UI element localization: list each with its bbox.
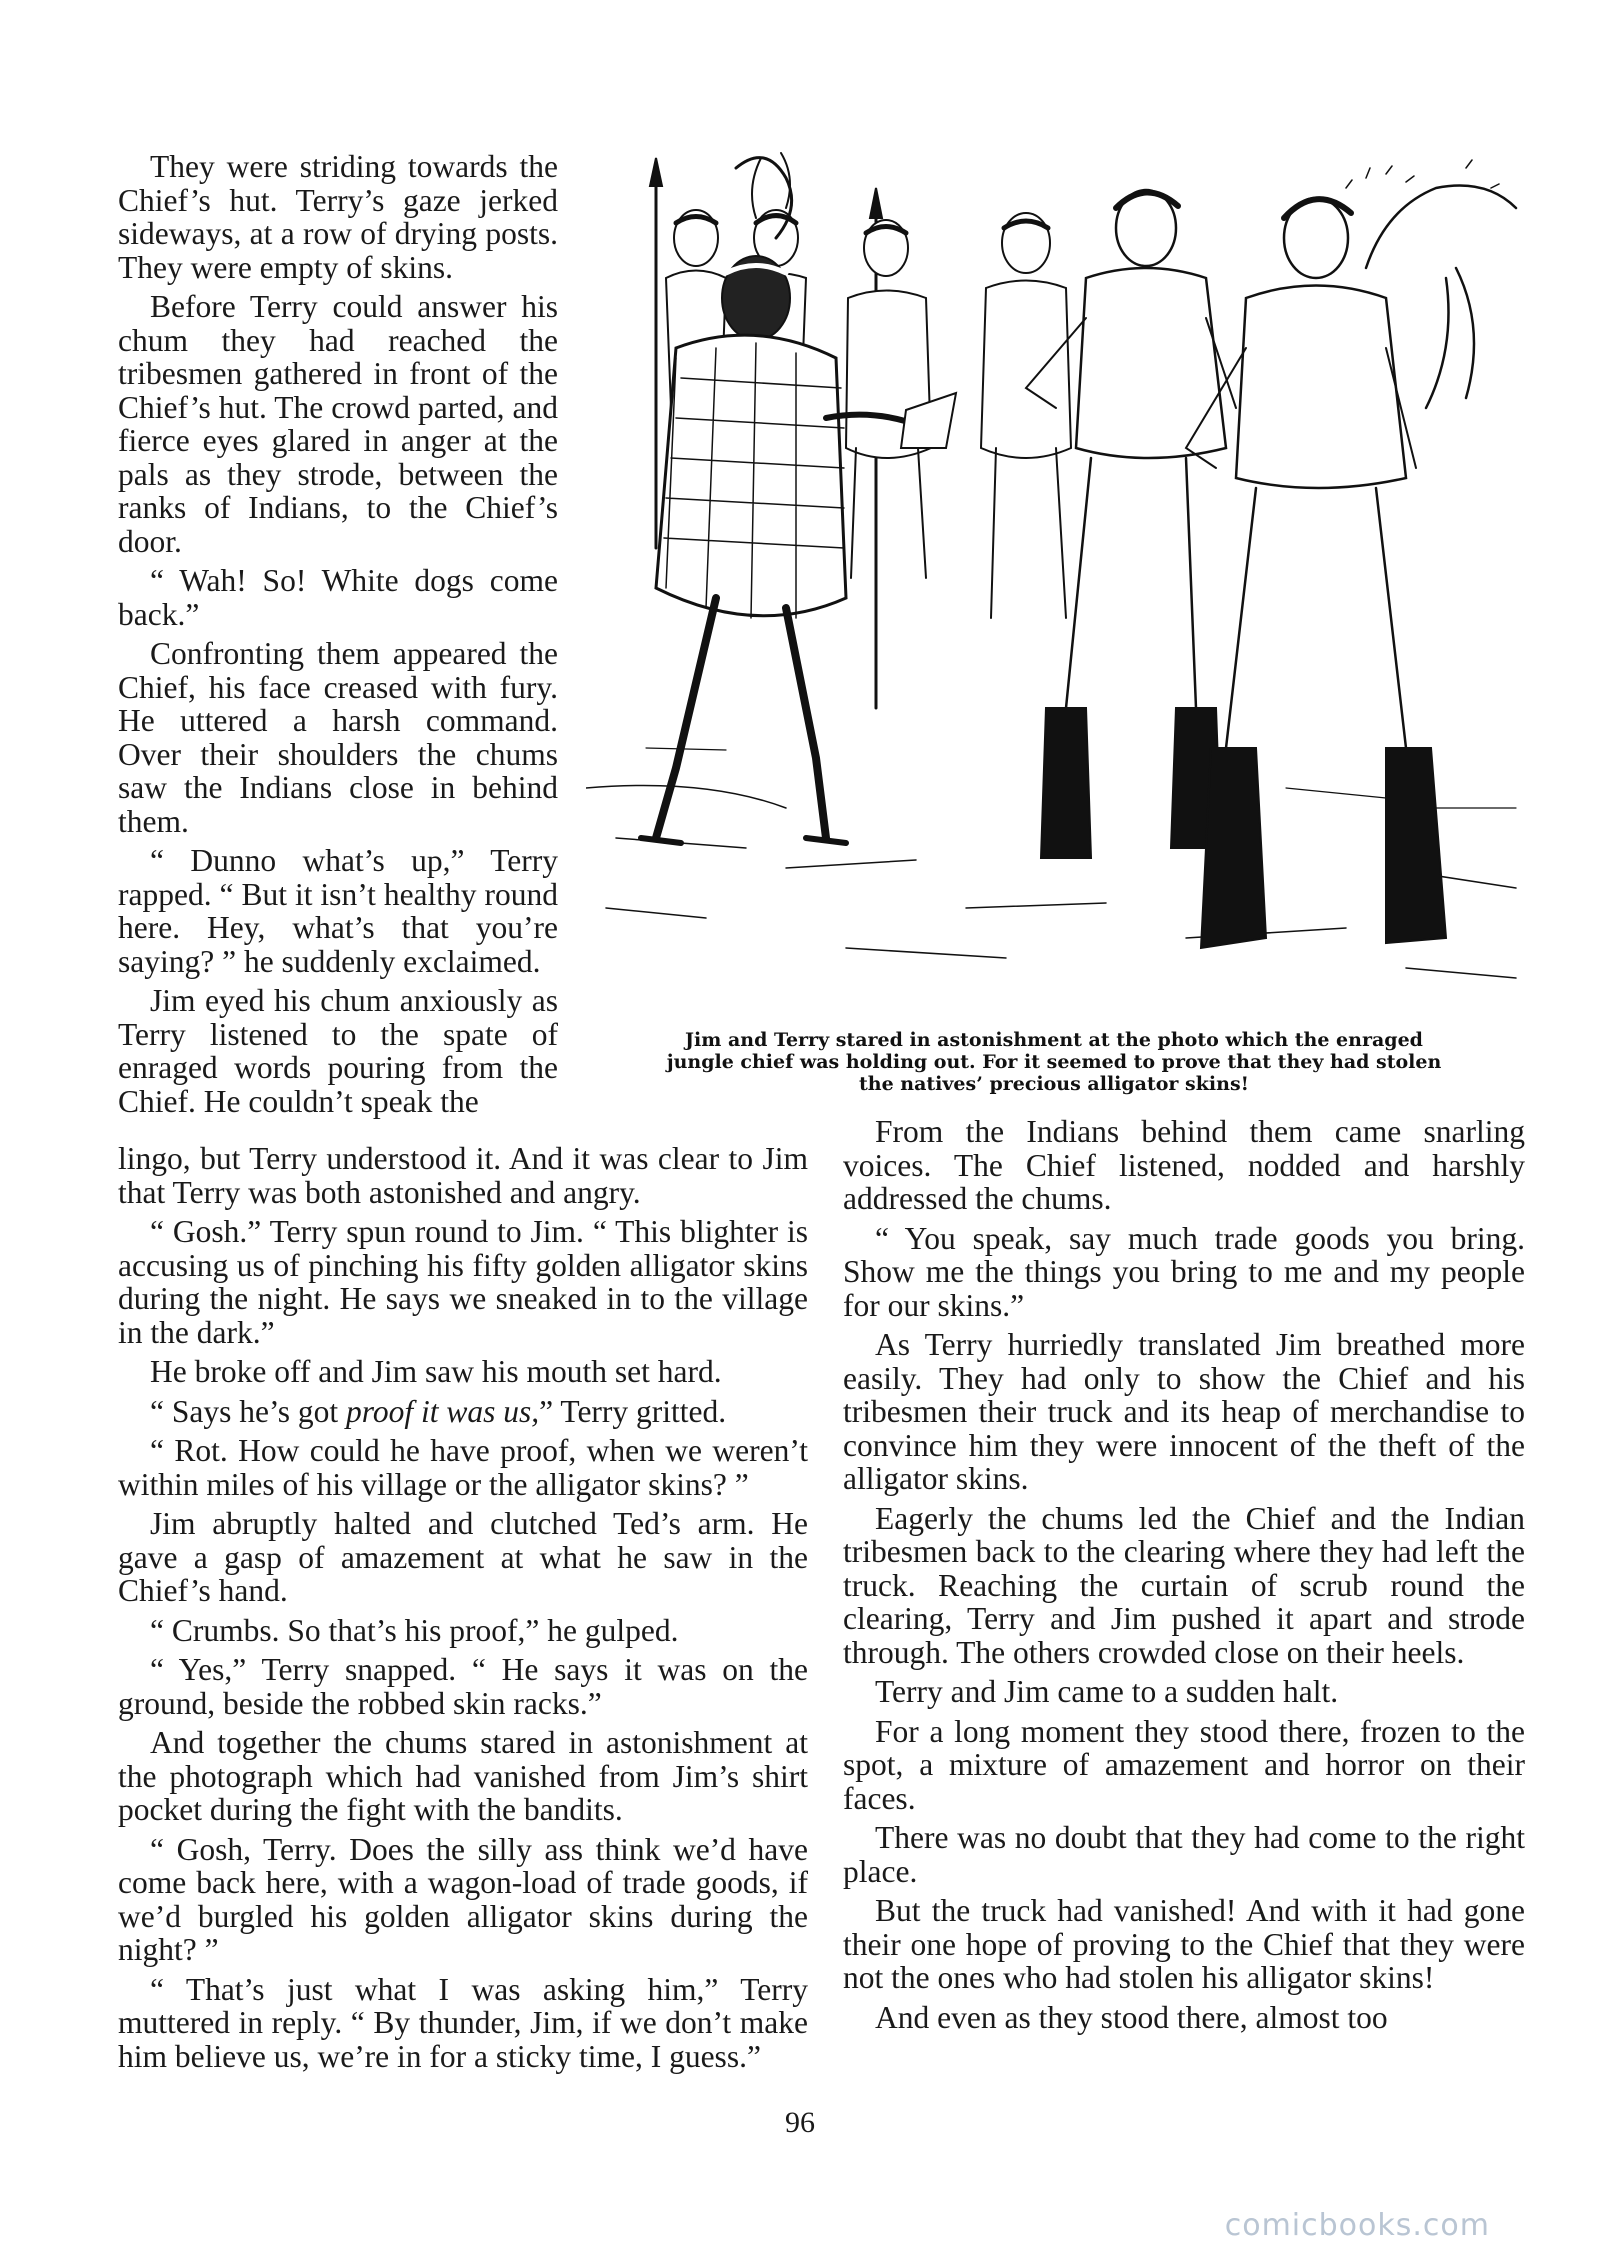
paragraph: “ Gosh.” Terry spun round to Jim. “ This blighter is accusing us of pinching his fifty golden alligator skins during the night. He says we sneaked in to the village in the dark.”	[118, 1214, 808, 1350]
paragraph: “ Dunno what’s up,” Terry rapped. “ But it isn’t healthy round here. Hey, what’s that you’re saying? ” he suddenly exclaimed.	[118, 843, 558, 979]
paragraph: “ Rot. How could he have proof, when we weren’t within miles of his village or the alligator skins? ”	[118, 1433, 808, 1502]
paragraph: “ Wah! So! White dogs come back.”	[118, 563, 558, 632]
paragraph: From the Indians behind them came snarling voices. The Chief listened, nodded and harshly addressed the chums.	[843, 1114, 1525, 1216]
caption-line: jungle chief was holding out. For it seemed to prove that they had stolen	[666, 1051, 1442, 1073]
paragraph: And even as they stood there, almost too	[875, 1999, 1388, 2035]
paragraph: Eagerly the chums led the Chief and the Indian tribesmen back to the clearing where they had left the truck. Reaching the curtain of scrub round the clearing, Terry and Jim pushed it apart and strode through. The others crowded close on their heels.	[843, 1500, 1525, 1670]
paragraph: Terry and Jim came to a sudden halt.	[875, 1674, 1339, 1709]
page-number: 96	[785, 2106, 815, 2139]
paragraph: For a long moment they stood there, frozen to the spot, a mixture of amazement and horror on their faces.	[843, 1713, 1525, 1816]
paragraph: Before Terry could answer his chum they had reached the tribesmen gathered in front of the Chief’s hut. The crowd parted, and fierce eyes glared in anger at the pals as they strode, between the ranks of Indians, to the Chief’s door.	[118, 289, 558, 559]
paragraph: Jim abruptly halted and clutched Ted’s arm. He gave a gasp of amazement at what he saw in the Chief’s hand.	[118, 1506, 808, 1608]
italic-text: proof it was us,	[345, 1393, 540, 1429]
text-run: “ Says he’s got	[150, 1393, 346, 1429]
story-illustration	[586, 148, 1526, 1000]
left-column-top	[118, 150, 558, 1118]
illustration-caption	[580, 1029, 1528, 1095]
paragraph-continuation: lingo, but Terry understood it. And it was clear to Jim that Terry was both astonished and angry.	[118, 1141, 808, 1210]
paragraph: “ Crumbs. So that’s his proof,” he gulped.	[150, 1612, 679, 1648]
caption-line: the natives’ precious alligator skins!	[858, 1073, 1249, 1095]
paragraph: There was no doubt that they had come to the right place.	[843, 1820, 1525, 1889]
paragraph: As Terry hurriedly translated Jim breathed more easily. They had only to show the Chief and his tribesmen their truck and its heap of merchandise to convince him they were innocent of the theft of the alligator skins.	[843, 1327, 1525, 1496]
paragraph: “ Yes,” Terry snapped. “ He says it was on the ground, beside the robbed skin racks.”	[118, 1652, 808, 1721]
paragraph: “ You speak, say much trade goods you bring. Show me the things you bring to me and my people for our skins.”	[843, 1220, 1525, 1323]
paragraph: And together the chums stared in astonishment at the photograph which had vanished from Jim’s shirt pocket during the fight with the bandits.	[118, 1725, 808, 1827]
paragraph: Jim eyed his chum anxiously as Terry listened to the spate of enraged words pouring from the Chief. He couldn’t speak the	[118, 983, 558, 1119]
paragraph: Confronting them appeared the Chief, his face creased with fury. He uttered a harsh command. Over their shoulders the chums saw the Indians close in behind them.	[118, 636, 558, 839]
caption-line: Jim and Terry stared in astonishment at the photo which the enraged	[685, 1029, 1423, 1051]
left-column-bottom	[118, 1142, 808, 2079]
paragraph: But the truck had vanished! And with it had gone their one hope of proving to the Chief that they were not the ones who had stolen his alligator skins!	[843, 1893, 1525, 1995]
watermark: comicbooks.com	[1224, 2208, 1490, 2243]
paragraph	[118, 1395, 808, 1429]
paragraph: “ Gosh, Terry. Does the silly ass think we’d have come back here, with a wagon-load of trade goods, if we’d burgled his golden alligator skins during the night? ”	[118, 1831, 808, 1967]
right-column	[843, 1115, 1525, 2040]
paragraph: He broke off and Jim saw his mouth set hard.	[150, 1354, 722, 1389]
paragraph: “ That’s just what I was asking him,” Terry muttered in reply. “ By thunder, Jim, if we don’t make him believe us, we’re in for a sticky time, I guess.”	[118, 1971, 808, 2074]
text-run: ” Terry gritted.	[539, 1393, 727, 1429]
illustration-chief-and-chums	[586, 148, 1526, 1000]
paragraph: They were striding towards the Chief’s hut. Terry’s gaze jerked sideways, at a row of drying posts. They were empty of skins.	[118, 149, 558, 285]
